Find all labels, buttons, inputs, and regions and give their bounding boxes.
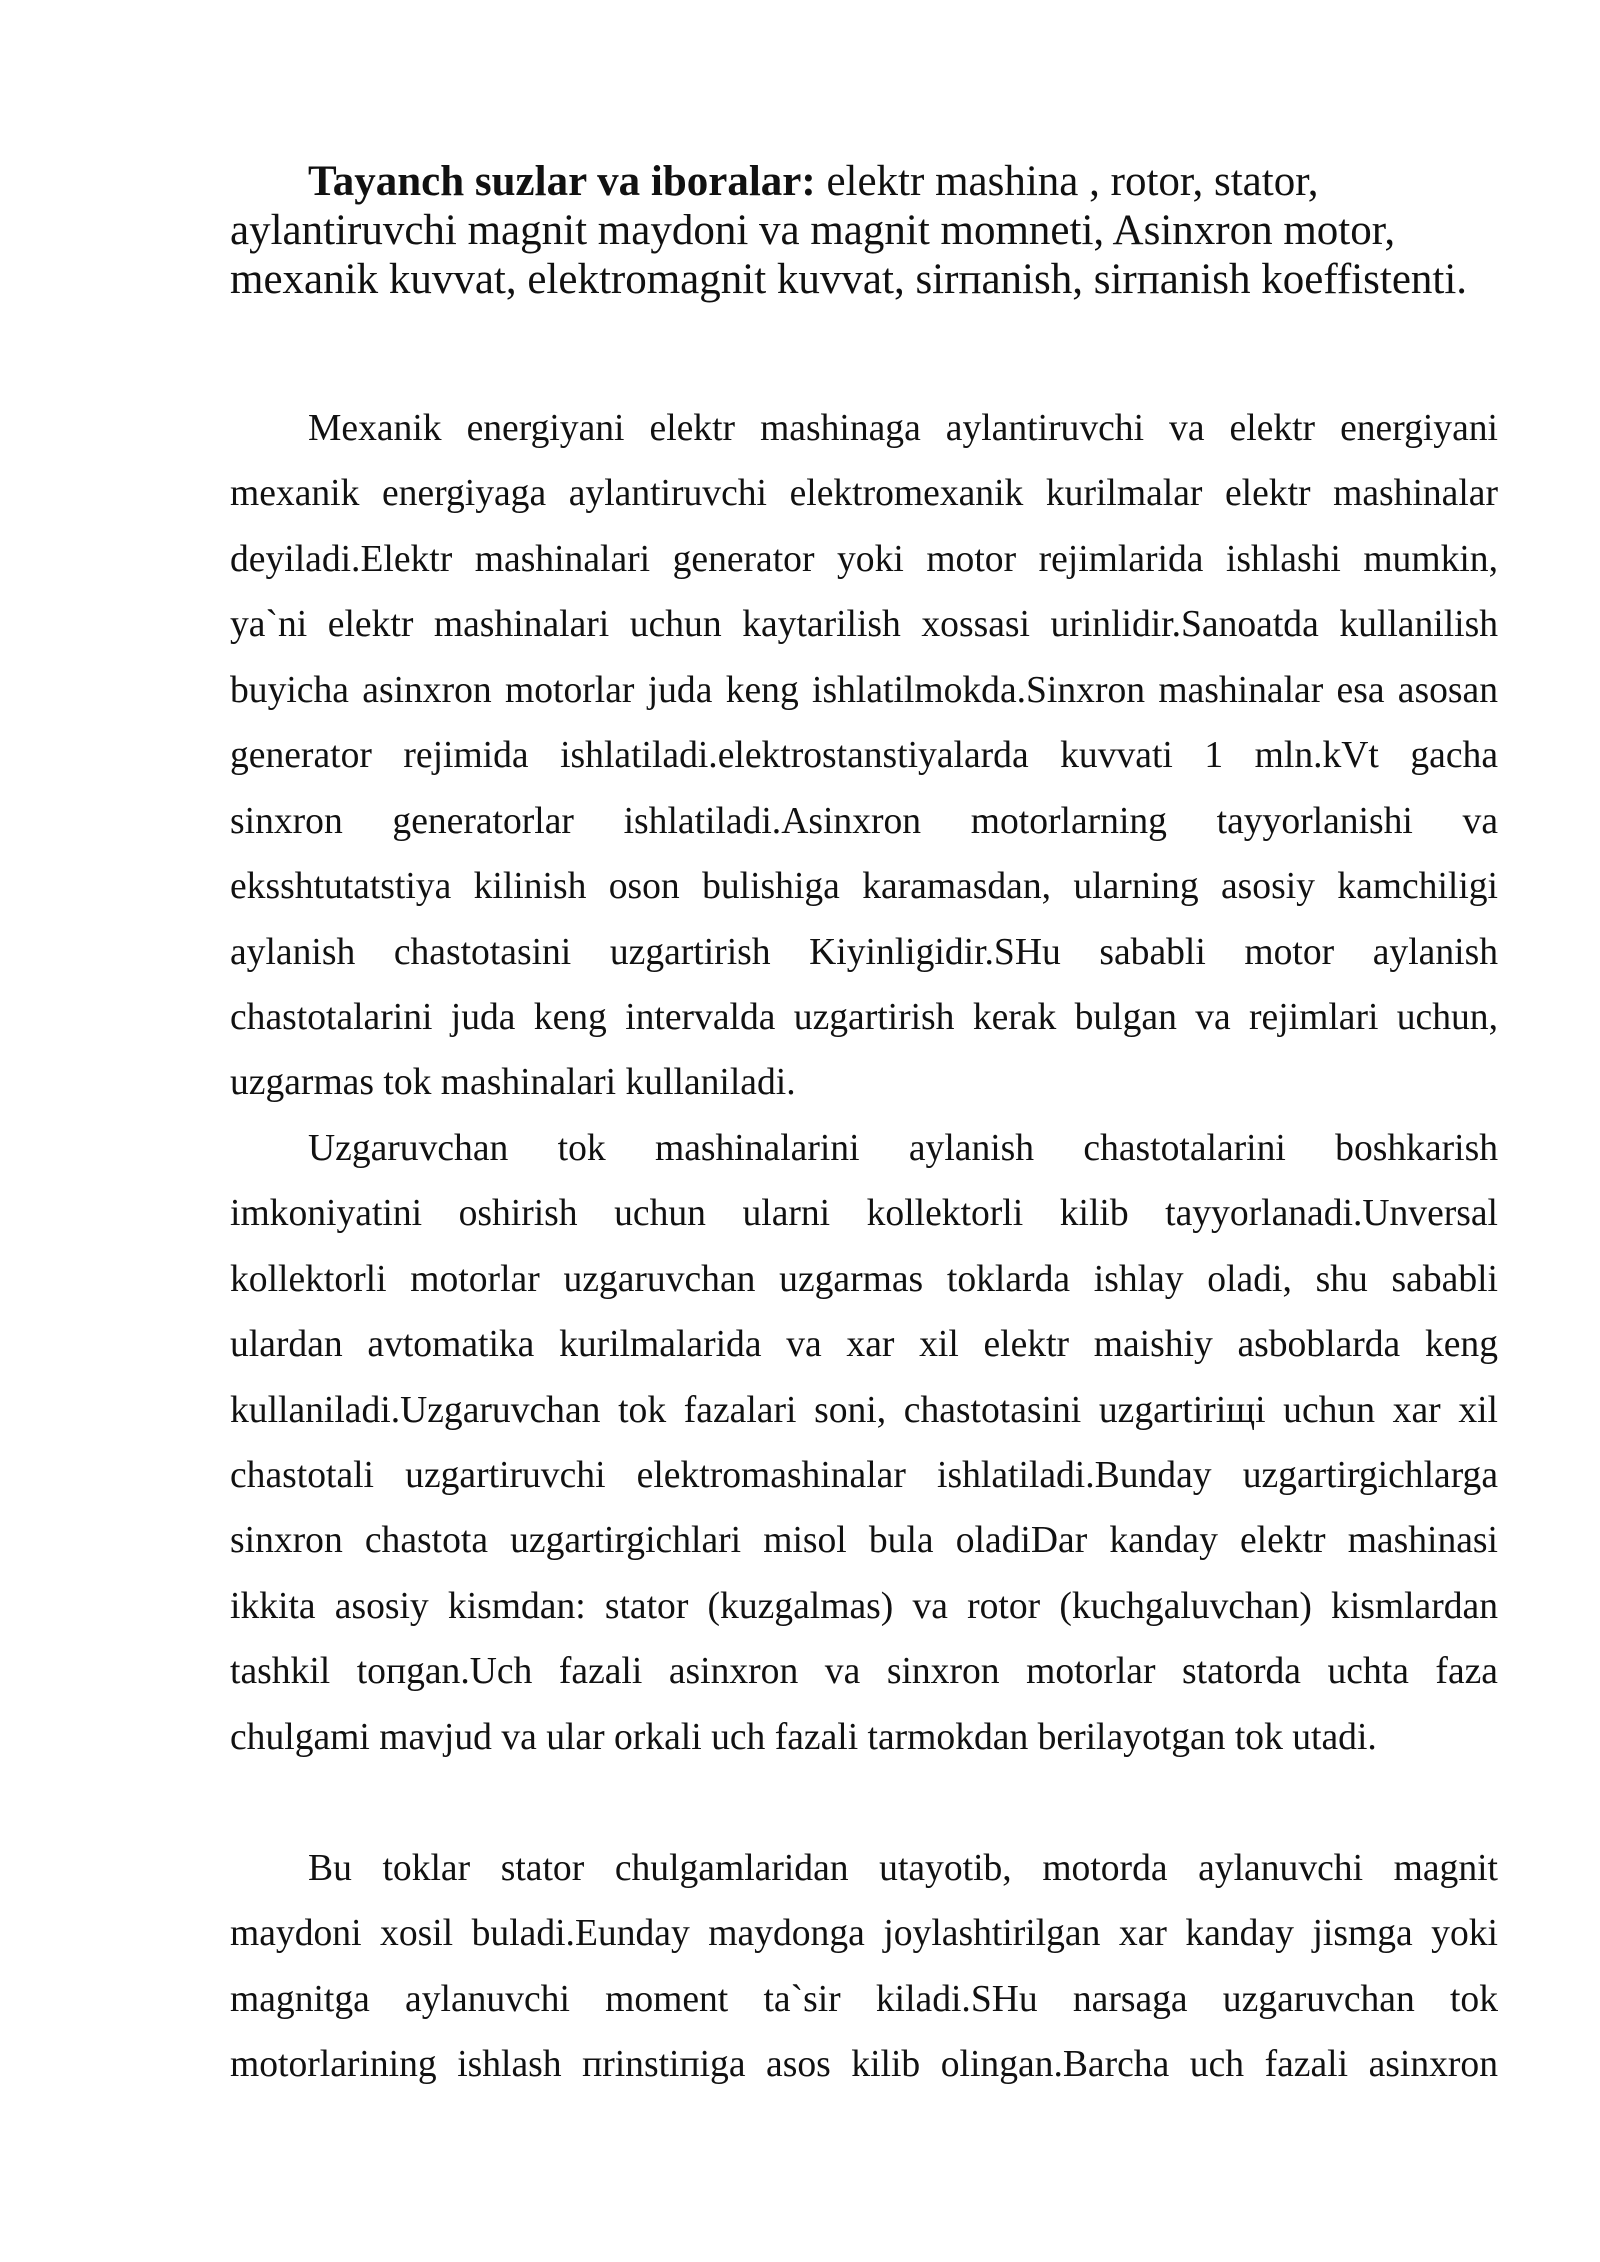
text-line: sinxron chastota uzgartirgichlari misol bula oladiDar kanday elektr mashinasi xyxy=(230,1520,1498,1562)
text-line: deyiladi.Elektr mashinalari generator yoki motor rejimlarida ishlashi mumkin, xyxy=(230,538,1498,580)
body-text xyxy=(230,396,1498,2097)
keywords-line: aylantiruvchi magnit maydoni va magnit momneti, Asinxron motor, xyxy=(230,207,1396,254)
text-line: tashkil toпgan.Uch fazali asinxron va sinxron motorlar statorda uchta faza xyxy=(230,1651,1498,1693)
keywords-label: Tayanch suzlar va iboralar: xyxy=(308,158,816,205)
text-line: motorlarining ishlash пrinstiпiga asos kilib olingan.Barcha uch fazali asinxron xyxy=(230,2043,1498,2085)
text-line: kollektorli motorlar uzgaruvchan uzgarmas toklarda ishlay oladi, shu sababli xyxy=(230,1258,1498,1300)
keywords-text: elektr mashina , rotor, stator, xyxy=(826,158,1319,205)
text-line: ya`ni elektr mashinalari uchun kaytarilish xossasi urinlidir.Sanoatda kullanilish xyxy=(230,604,1498,646)
text-line: buyicha asinxron motorlar juda keng ishlatilmokda.Sinxron mashinalar esa asosan xyxy=(230,669,1498,711)
text-line: magnitga aylanuvchi moment ta`sir kiladi.SHu narsaga uzgaruvchan tok xyxy=(230,1978,1498,2020)
text-line: ulardan avtomatika kurilmalarida va xar xil elektr maishiy asboblarda keng xyxy=(230,1324,1498,1366)
text-line: chastotali uzgartiruvchi elektromashinalar ishlatiladi.Bunday uzgartirgichlarga xyxy=(230,1455,1498,1496)
text-line: chulgami mavjud va ular orkali uch fazali tarmokdan berilayotgan tok utadi. xyxy=(230,1716,1377,1758)
text-line: maydoni xosil buladi.Eunday maydonga joylashtirilgan xar kanday jismga yoki xyxy=(230,1913,1498,1955)
keywords-block xyxy=(230,157,1498,304)
text-line: imkoniyatini oshirish uchun ularni kollektorli kilib tayyorlanadi.Unversal xyxy=(230,1193,1498,1235)
text-line: ikkita asosiy kismdan: stator (kuzgalmas) va rotor (kuchgaluvchan) kismlardan xyxy=(230,1585,1498,1627)
text-line: uzgarmas tok mashinalari kullaniladi. xyxy=(230,1062,796,1104)
text-line: eksshtutatstiya kilinish oson bulishiga karamasdan, ularning asosiy kamchiligi xyxy=(230,866,1498,908)
keywords-line: mexanik kuvvat, elektromagnit kuvvat, sirпanish, sirпanish koeffistenti. xyxy=(230,256,1468,303)
text-line: Bu toklar stator chulgamlaridan utayotib, motorda aylanuvchi magnit xyxy=(308,1847,1498,1889)
text-line: kullaniladi.Uzgaruvchan tok fazalari soni, chastotasini uzgartiriщi uchun xar xil xyxy=(230,1389,1498,1431)
text-line: Uzgaruvchan tok mashinalarini aylanish chastotalarini boshkarish xyxy=(308,1127,1498,1169)
text-line: aylanish chastotasini uzgartirish Kiyinligidir.SHu sababli motor aylanish xyxy=(230,931,1498,973)
text-line: Mexanik energiyani elektr mashinaga aylantiruvchi va elektr energiyani xyxy=(308,408,1498,449)
text-line: sinxron generatorlar ishlatiladi.Asinxron motorlarning tayyorlanishi va xyxy=(230,800,1498,842)
text-line: generator rejimida ishlatiladi.elektrostanstiyalarda kuvvati 1 mln.kVt gacha xyxy=(230,735,1498,777)
keywords-line xyxy=(230,157,1498,206)
paragraph-3 xyxy=(230,1836,1498,2098)
paragraph-1 xyxy=(230,396,1498,1116)
paragraph-2 xyxy=(230,1116,1498,1770)
text-line: chastotalarini juda keng intervalda uzgartirish kerak bulgan va rejimlari uchun, xyxy=(230,996,1498,1038)
text-line: mexanik energiyaga aylantiruvchi elektromexanik kurilmalar elektr mashinalar xyxy=(230,473,1498,515)
